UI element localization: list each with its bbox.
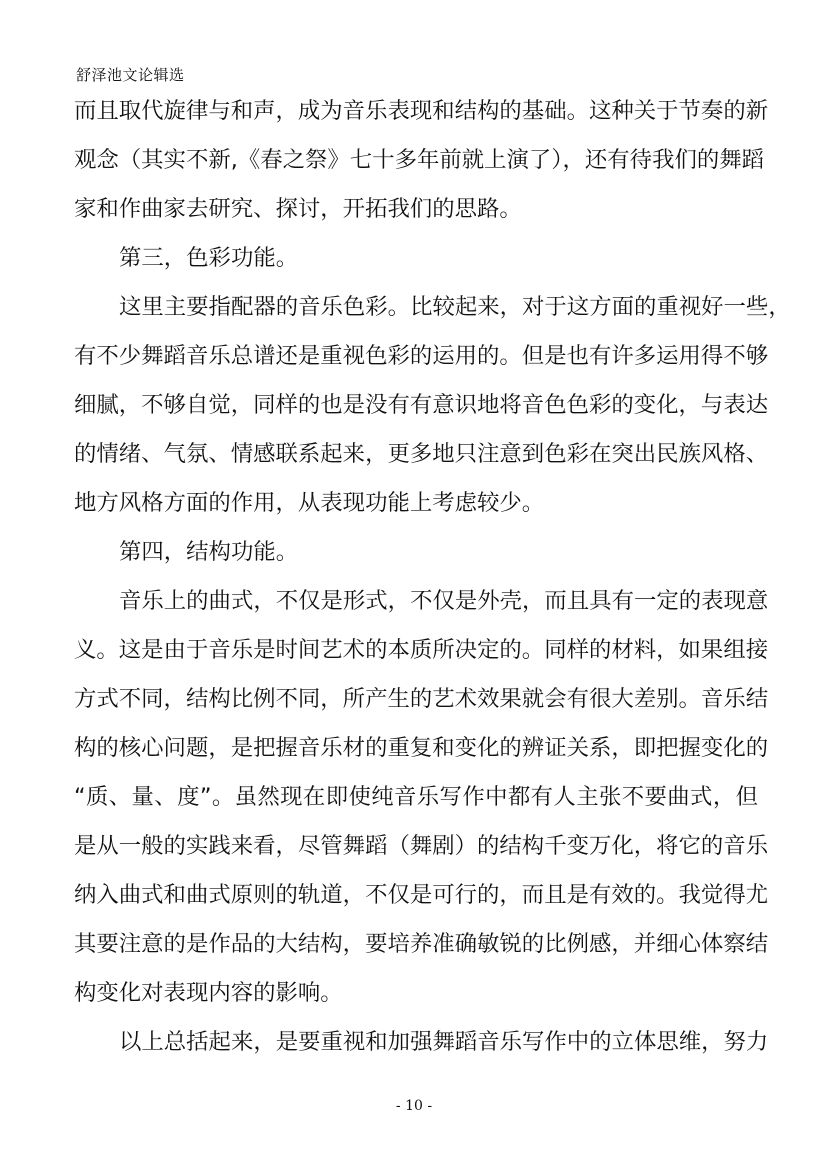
text-line: 构变化对表现内容的影响。: [74, 980, 343, 1006]
text-line: 而且取代旋律与和声，成为音乐表现和结构的基础。这种关于节奏的新: [74, 98, 769, 124]
text-line: 的情绪、气氛、情感联系起来，更多地只注意到色彩在突出民族风格、: [74, 441, 769, 467]
text-line: 这里主要指配器的音乐色彩。比较起来，对于这方面的重视好一些，: [119, 294, 791, 320]
text-line: 是从一般的实践来看，尽管舞蹈（舞剧）的结构千变万化，将它的音乐: [74, 833, 769, 859]
text-line: “质、量、度”。虽然现在即使纯音乐写作中都有人主张不要曲式，但: [74, 784, 758, 810]
text-line: 音乐上的曲式，不仅是形式，不仅是外壳，而且具有一定的表现意: [119, 588, 769, 614]
section-heading: 第三，色彩功能。: [119, 245, 299, 271]
text-line: 细腻，不够自觉，同样的也是没有有意识地将音色色彩的变化，与表达: [74, 392, 769, 418]
running-header: 舒泽池文论辑选: [76, 66, 185, 84]
text-line: 有不少舞蹈音乐总谱还是重视色彩的运用的。但是也有许多运用得不够: [74, 343, 769, 369]
text-line: 观念（其实不新,《春之祭》七十多年前就上演了），还有待我们的舞蹈: [74, 147, 765, 173]
text-line: 地方风格方面的作用，从表现功能上考虑较少。: [74, 490, 545, 516]
text-line: 方式不同，结构比例不同，所产生的艺术效果就会有很大差别。音乐结: [74, 686, 769, 712]
text-line: 以上总括起来，是要重视和加强舞蹈音乐写作中的立体思维，努力: [119, 1029, 769, 1055]
text-line: 构的核心问题，是把握音乐材的重复和变化的辨证关系，即把握变化的: [74, 735, 769, 761]
text-line: 其要注意的是作品的大结构，要培养准确敏锐的比例感，并细心体察结: [74, 931, 769, 957]
section-heading: 第四，结构功能。: [119, 539, 299, 565]
page-number: - 10 -: [395, 1098, 433, 1114]
body-text: [74, 90, 791, 1070]
text-line: 义。这是由于音乐是时间艺术的本质所决定的。同样的材料，如果组接: [74, 637, 769, 663]
text-line: 纳入曲式和曲式原则的轨道，不仅是可行的，而且是有效的。我觉得尤: [74, 882, 769, 908]
text-line: 家和作曲家去研究、探讨，开拓我们的思路。: [74, 196, 522, 222]
